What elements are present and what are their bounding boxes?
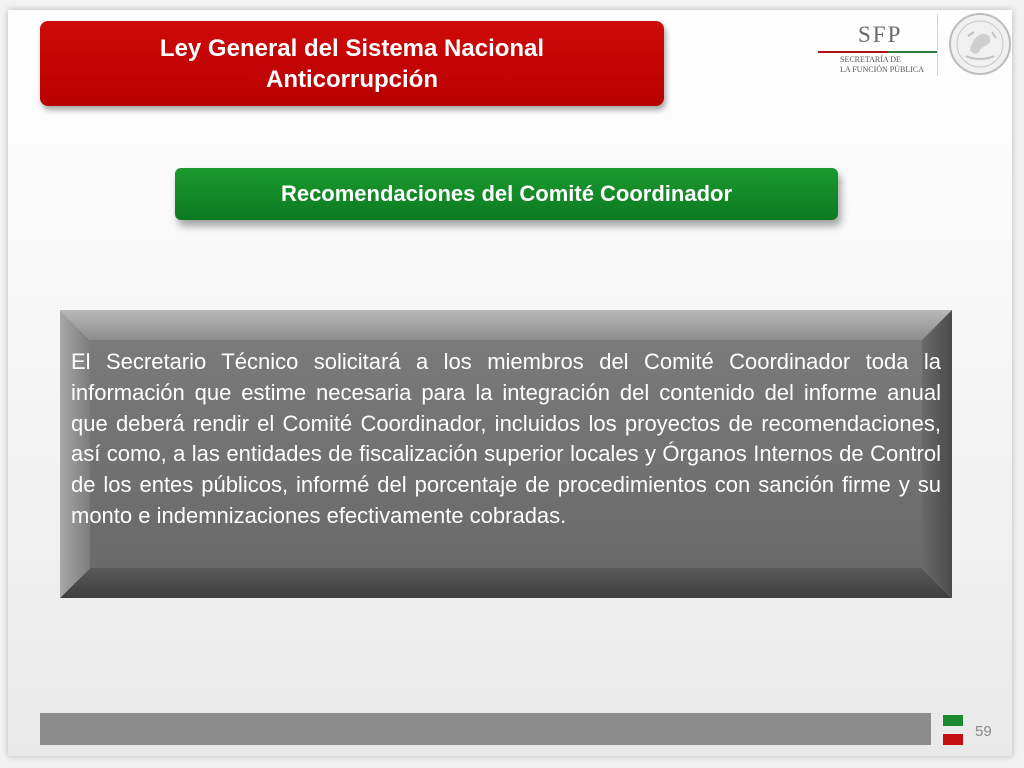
sfp-rule-green (888, 51, 938, 53)
flag-green-stripe (943, 715, 963, 726)
coat-of-arms-seal-icon (948, 12, 1012, 76)
content-panel (60, 310, 952, 598)
section-title: Recomendaciones del Comité Coordinador (280, 181, 733, 206)
section-title-box (175, 168, 838, 220)
footer-bar (40, 713, 931, 745)
slide-title-box (40, 21, 664, 106)
sfp-abbr: SFP (858, 22, 903, 47)
page-number: 59 (975, 723, 992, 740)
slide-title-line-1: Ley General del Sistema Nacional (159, 34, 545, 62)
logo-divider (937, 14, 938, 76)
flag-red-stripe (943, 734, 963, 745)
sfp-subtitle-line-2: LA FUNCIÓN PÚBLICA (840, 65, 925, 74)
sfp-rule-red (818, 51, 888, 53)
slide-title-line-2: Anticorrupción (266, 65, 438, 93)
sfp-subtitle-line-1: SECRETARÍA DE (840, 55, 901, 64)
sfp-subtitle (830, 55, 950, 75)
sfp-logo (810, 20, 940, 80)
body-paragraph: El Secretario Técnico solicitará a los miembros del Comité Coordinador toda la información que estime necesaria para la integración del contenido del informe anual que deberá rendir el Comité Coordinador, incluidos los proyectos de recomendaciones, así como, a las entidades de fiscalización superior locales y Órganos Internos de Control de los entes públicos, informé del porcentaje de procedimientos con sanción firme y su monto e indemnizaciones efectivamente cobradas. (71, 349, 941, 528)
